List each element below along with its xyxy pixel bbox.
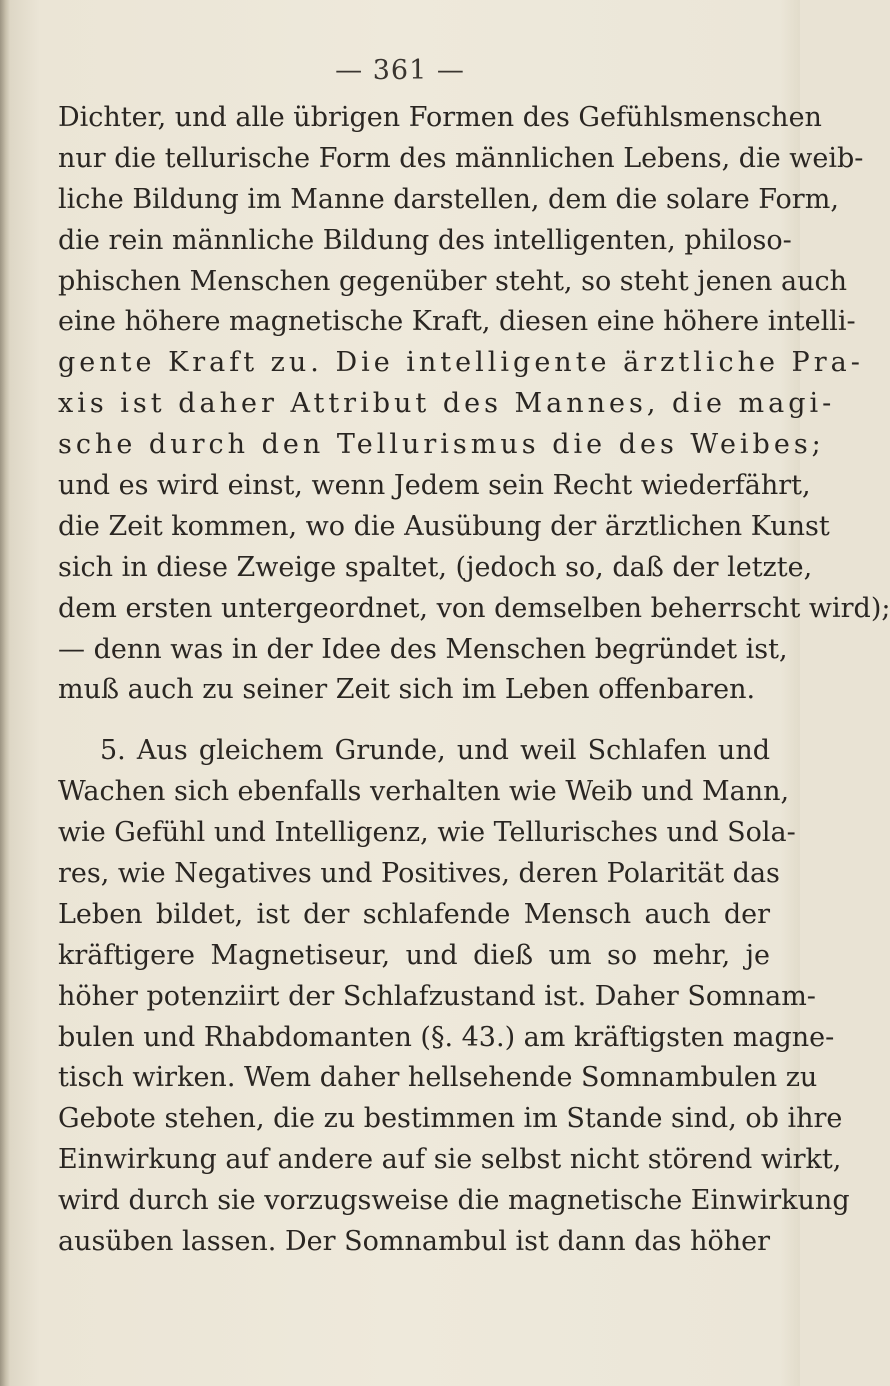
text-line: sche durch den Tellurismus die des Weibes; [58, 429, 825, 461]
text-line: Leben bildet, ist der schlafende Mensch auch der [58, 898, 770, 930]
page-spine-shadow [0, 0, 10, 1386]
text-line: wie Gefühl und Intelligenz, wie Tellurisches und Sola- [58, 817, 796, 849]
text-line: eine höhere magnetische Kraft, diesen eine höhere intelli- [58, 306, 856, 338]
text-line: die rein männliche Bildung des intelligenten, philoso- [58, 224, 792, 256]
text-line: 5. Aus gleichem Grunde, und weil Schlafen und [100, 735, 770, 767]
text-line: Dichter, und alle übrigen Formen des Gefühlsmenschen [58, 102, 822, 133]
text-line: xis ist daher Attribut des Mannes, die magi- [58, 388, 836, 420]
text-line: sich in diese Zweige spaltet, (jedoch so, daß der letzte, [58, 551, 813, 583]
text-line: — denn was in der Idee des Menschen begründet ist, [58, 633, 788, 665]
text-line: kräftigere Magnetiseur, und dieß um so mehr, je [58, 939, 770, 971]
text-line: Einwirkung auf andere auf sie selbst nicht störend wirkt, [58, 1144, 842, 1176]
text-line: res, wie Negatives und Positives, deren Polarität das [58, 858, 780, 890]
text-line: tisch wirken. Wem daher hellsehende Somnambulen zu [58, 1062, 818, 1094]
body-text [58, 98, 890, 1263]
text-line: gente Kraft zu. Die intelligente ärztliche Pra- [58, 347, 864, 379]
text-line: die Zeit kommen, wo die Ausübung der ärztlichen Kunst [58, 510, 830, 542]
text-line: bulen und Rhabdomanten (§. 43.) am kräftigsten magne- [58, 1021, 835, 1053]
text-line: höher potenziirt der Schlafzustand ist. Daher Somnam- [58, 980, 816, 1012]
text-line: liche Bildung im Manne darstellen, dem die solare Form, [58, 183, 839, 215]
text-line: und es wird einst, wenn Jedem sein Recht wiederfährt, [58, 470, 811, 502]
text-line: phischen Menschen gegenüber steht, so steht jenen auch [58, 265, 847, 297]
text-line: ausüben lassen. Der Somnambul ist dann das höher [58, 1226, 770, 1258]
text-line: Wachen sich ebenfalls verhalten wie Weib und Mann, [58, 776, 790, 808]
text-line: Gebote stehen, die zu bestimmen im Stande sind, ob ihre [58, 1103, 843, 1135]
text-line: nur die tellurische Form des männlichen Lebens, die weib- [58, 142, 864, 174]
text-line: muß auch zu seiner Zeit sich im Leben offenbaren. [58, 674, 756, 706]
text-line: wird durch sie vorzugsweise die magnetische Einwirkung [58, 1185, 850, 1217]
page-number-header: — 361 — [335, 55, 465, 86]
text-line: dem ersten untergeordnet, von demselben beherrscht wird); [58, 592, 890, 624]
